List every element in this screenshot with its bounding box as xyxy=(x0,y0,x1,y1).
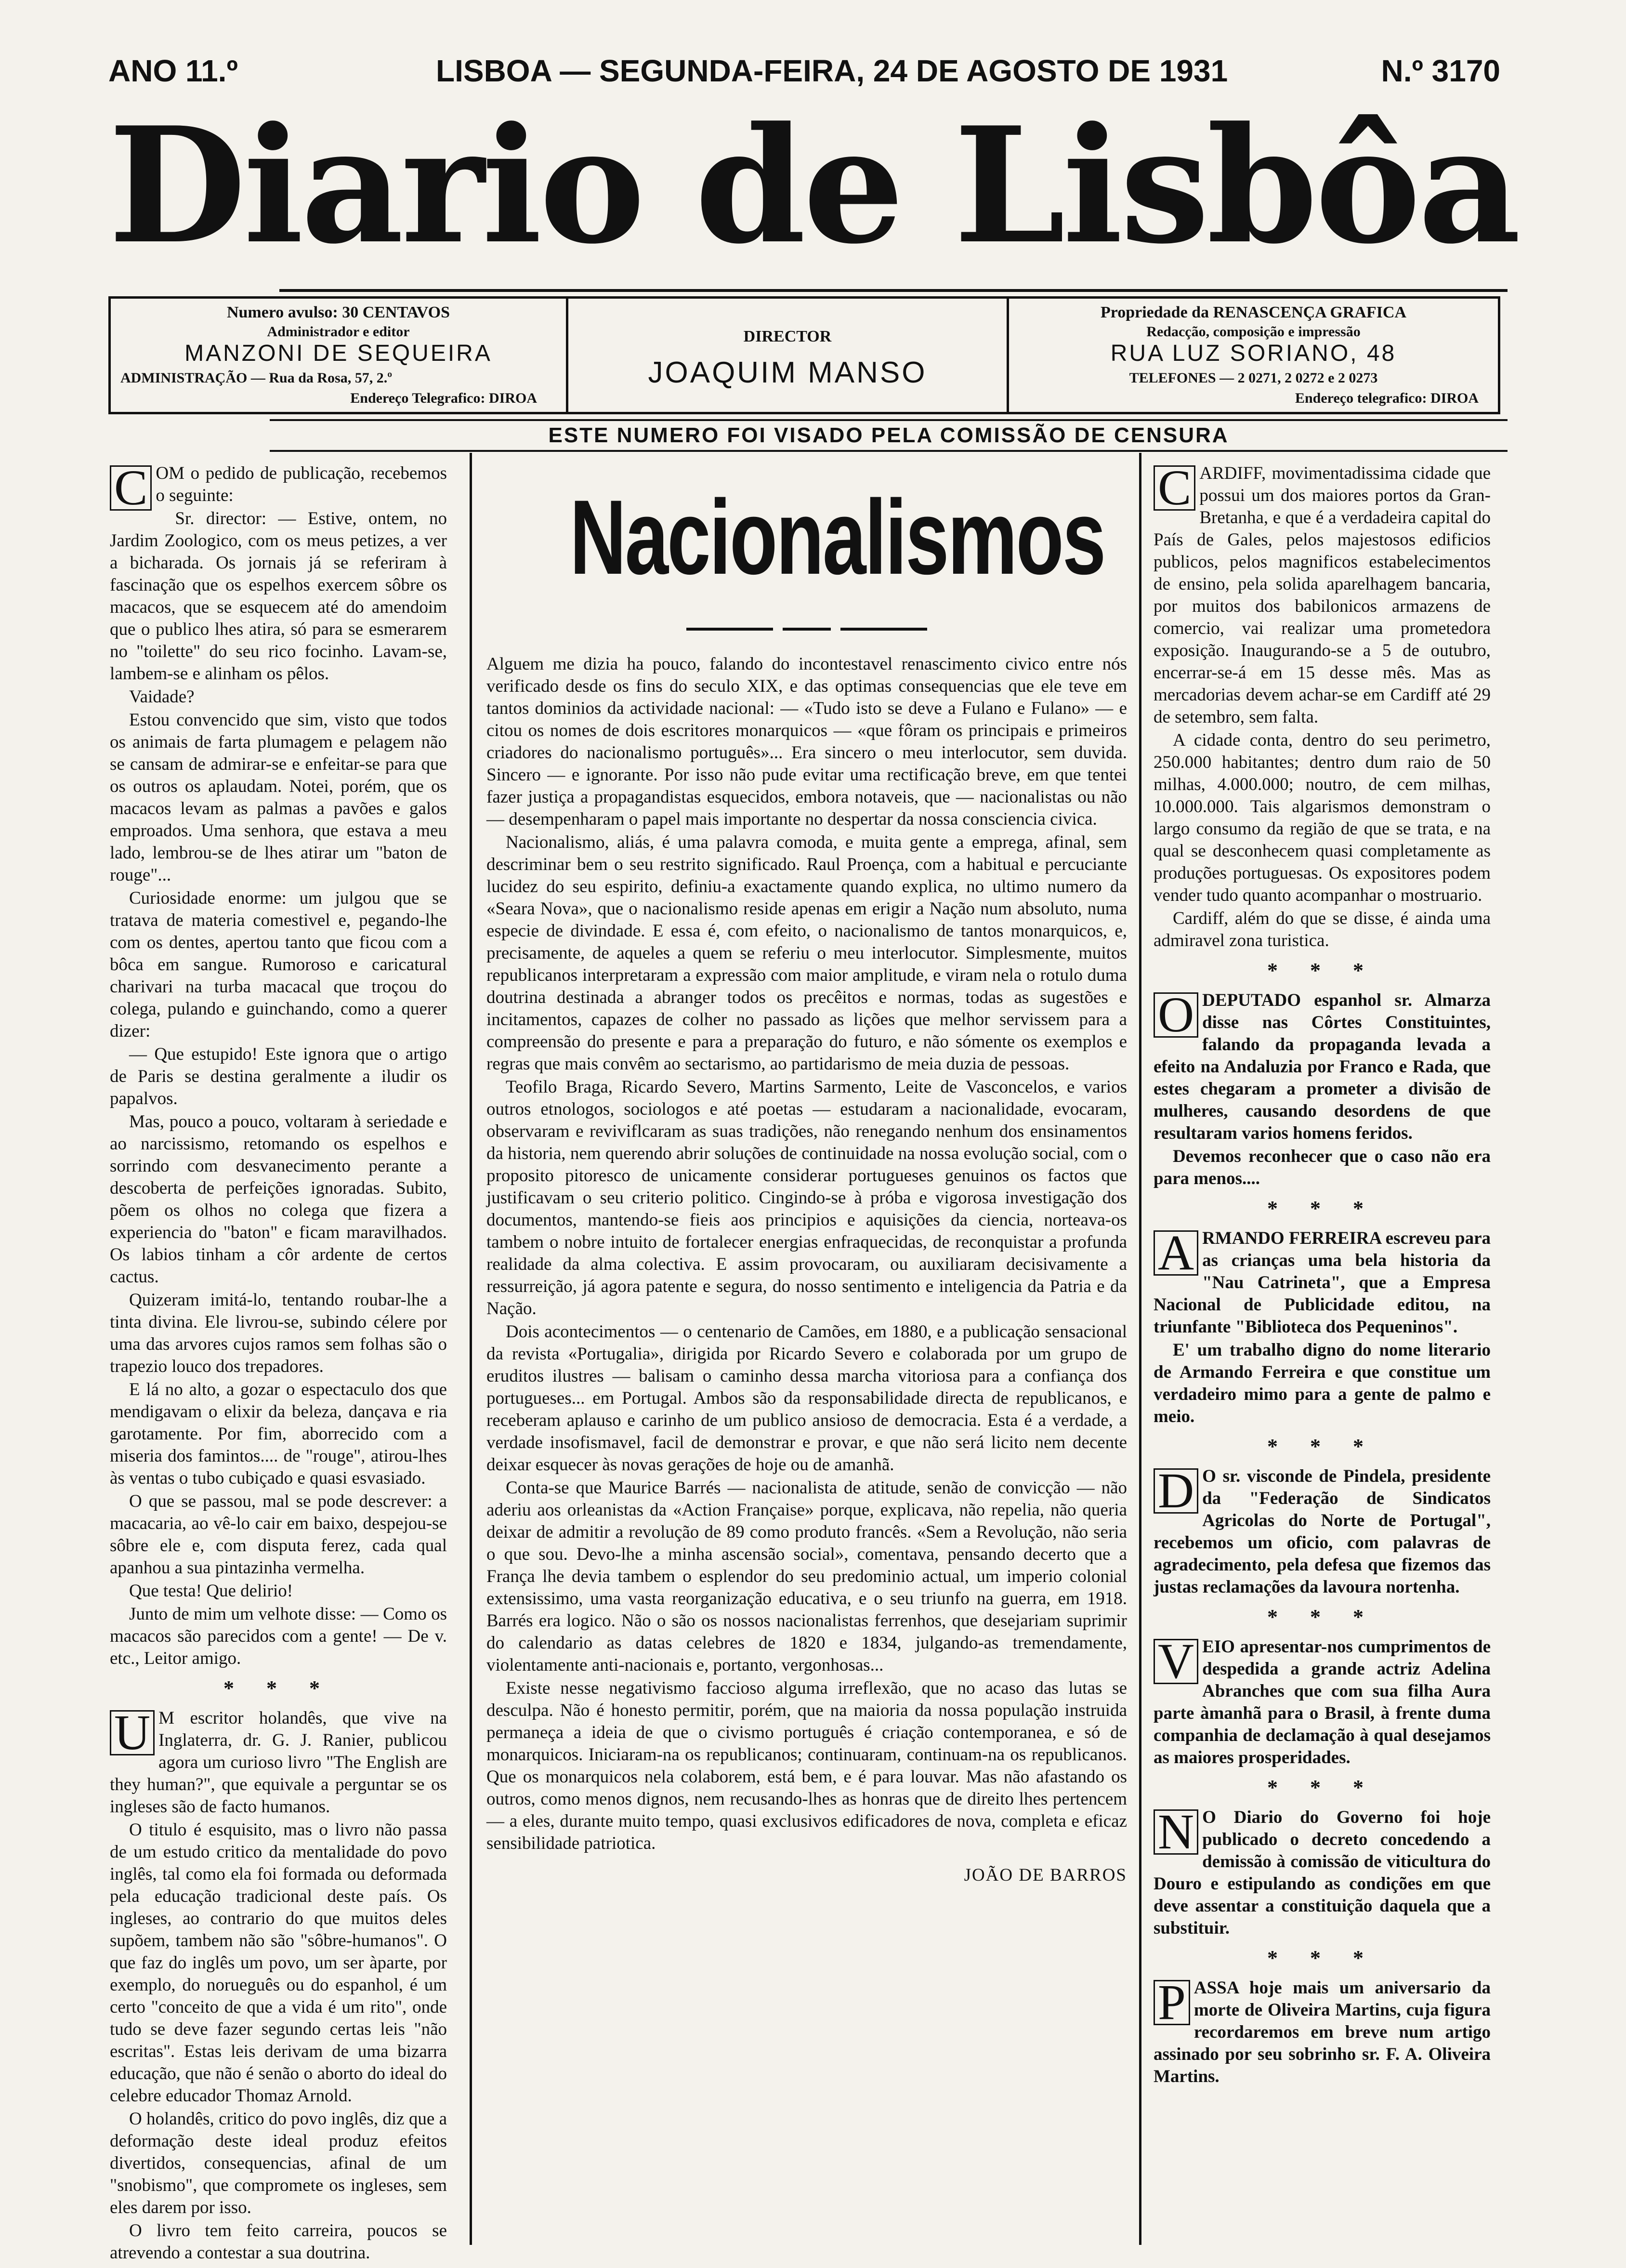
issue-number: N.º 3170 xyxy=(1381,53,1500,88)
article-english xyxy=(110,1707,447,2264)
paragraph: A cidade conta, dentro do seu perimetro, 250.000 habitantes; dentro dum raio de 50 milhas, 4.000.000; noutro, de cem milhas, 10.000.000. Tais algarismos demonstram o largo consumo da região de que se trata, e na qual se desconhecem quasi completamente as produções portuguesas. Os expositores podem vender tudo quanto acompanhar o mostruario. xyxy=(1154,730,1491,905)
censorship-notice: ESTE NUMERO FOI VISADO PELA COMISSÃO DE CENSURA xyxy=(270,419,1508,452)
article-diario-governo-body xyxy=(1154,1806,1491,1939)
paragraph: E' um trabalho digno do nome literario de Armando Ferreira e que constitue um verdadeiro mimo para a gente de palmo e meio. xyxy=(1154,1340,1491,1426)
article-pindela xyxy=(1154,1465,1491,1598)
info-box-director xyxy=(566,296,1009,414)
headline: Nacionalismos xyxy=(569,478,1105,596)
section-separator: * * * xyxy=(1267,1776,1377,1799)
paragraph: DEPUTADO espanhol sr. Almarza disse nas Côrtes Constituintes, falando da propaganda levada a efeito na Andaluzia por Franco e Rada, que estes chegaram a prometer a divisão de mulheres, causando desordens de que resultaram varios homens feridos. xyxy=(1154,990,1491,1143)
article-zoo-body xyxy=(110,462,447,1670)
article-armando-ferreira-body xyxy=(1154,1227,1491,1428)
paragraph: Teofilo Braga, Ricardo Severo, Martins Sarmento, Leite de Vasconcelos, e varios outros etnologos, sociologos e até poetas — estudaram a nacionalidade, evocaram, observaram e reviviflcaram as suas tradições, não renegando nenhum dos ensinamentos da historia, nem querendo abrir soluções de continuidade na nossa evolução social, com o proposito pitoresco de unicamente considerar portugueses genuinos os factos que justificavam o seu criterio politico. Cingindo-se à próba e vigorosa investigação dos documentos, mantendo-se fieis aos principios e aquisições da ciencia, norteava-os tambem o nobre intuito de fortalecer energias enfraquecidas, de reconquistar a profunda realidade da alma colectiva. E assim provocaram, ou auxiliaram decisivamente a ressurreição, já agora patente e segura, do nosso sentimento e inteligencia da Patria e da Nação. xyxy=(486,1077,1127,1319)
paragraph: OM o pedido de publicação, recebemos o seguinte: xyxy=(156,463,447,505)
article-pindela-body xyxy=(1154,1465,1491,1598)
paragraph: Existe nesse negativismo faccioso alguma irreflexão, que no acaso das lutas se desculpa. Não é honesto permitir, porém, que na maioria da nossa população instruida permaneça a ideia de que o civismo português é criação contemporanea, e só de monarquicos. Iniciaram-na os republicanos; continuaram, continuam-na os republicanos. Que os monarquicos nela colaborem, está bem, e é para louvar. Mas não afastando os outros, como menos dignos, nem recusando-lhes as honras que de direito lhes pertencem — a eles, durante muito tempo, quasi exclusivos edificadores de nova, completa e eficaz sensibilidade patriotica. xyxy=(486,1678,1127,1853)
section-separator: * * * xyxy=(1267,1435,1377,1458)
drop-cap: U xyxy=(110,1710,155,1755)
center-column xyxy=(486,462,1127,2240)
paragraph: ASSA hoje mais um aniversario da morte de Oliveira Martins, cuja figura recordaremos em breve num artigo assinado por seu sobrinho sr. F. A. Oliveira Martins. xyxy=(1154,1978,1491,2086)
paragraph: Conta-se que Maurice Barrés — nacionalista de atitude, senão de convicção — não aderiu aos orleanistas da «Action Française» porque, explicava, não repelia, não queria deixar de admitir a revolução de 89 como produto francês. «Sem a Revolução, não seria o que sou. Devo-lhe a minha ascensão social», comentava, pensando decerto que a França lhe devia tambem o esplendor do seu predominio actual, um imperio colonial extensissimo, uma vasta reorganização educativa, e o seu triunfo na guerra, em 1918. Barrés era logico. Não o são os nossos nacionalistas ferrenhos, que desejariam suprimir do calendario as datas celebres de 1820 e 1834, julgando-as tremendamente, violentamente anti-nacionais e, portanto, vergonhosas... xyxy=(486,1478,1127,1675)
owner-telegraph: Endereço telegrafico: DIROA xyxy=(1295,390,1479,406)
article-diario-governo xyxy=(1154,1806,1491,1939)
article-oliveira-martins-body xyxy=(1154,1977,1491,2088)
article-nacionalismos-body xyxy=(486,653,1127,1855)
drop-cap: C xyxy=(110,465,152,511)
paragraph: — Que estupido! Este ignora que o artigo de Paris se destina geralmente a iludir os papalvos. xyxy=(110,1044,447,1108)
paragraph: Junto de mim um velhote disse: — Como os macacos são parecidos com a gente! — De v. etc., Leitor amigo. xyxy=(110,1604,447,1668)
column-rule-right xyxy=(1139,453,1141,2245)
paragraph: O livro tem feito carreira, poucos se atrevendo a contestar a sua doutrina. xyxy=(110,2221,447,2263)
headline-divider xyxy=(486,617,1127,620)
section-separator: * * * xyxy=(1267,959,1377,982)
section-separator: * * * xyxy=(1267,1197,1377,1220)
masthead-title: Diario de Lisbôa xyxy=(108,92,1519,279)
article-cardiff xyxy=(1154,462,1491,952)
admin-telegraph: Endereço Telegrafico: DIROA xyxy=(350,390,537,406)
drop-cap: A xyxy=(1154,1230,1198,1276)
drop-cap: N xyxy=(1154,1809,1198,1855)
paragraph: E lá no alto, a gozar o espectaculo dos que mendigavam o elixir da beleza, dançava e ria garotamente. Por fim, aborrecido com a miseria dos famintos.... de "rouge", atirou-lhes às ventas o tubo cubiçado e quasi esvasiado. xyxy=(110,1380,447,1488)
info-box-ownership xyxy=(1009,296,1500,414)
drop-cap: P xyxy=(1154,1980,1190,2025)
services-line: Redacção, composição e impressão xyxy=(1146,324,1361,340)
drop-cap: D xyxy=(1154,1468,1198,1514)
admin-role: Administrador e editor xyxy=(267,324,410,340)
issue-year: ANO 11.º xyxy=(108,53,238,88)
admin-address: ADMINISTRAÇÃO — Rua da Rosa, 57, 2.º xyxy=(120,370,393,386)
top-line xyxy=(108,53,1500,96)
paragraph: O holandês, critico do povo inglês, diz que a deformação deste ideal produz efeitos divertidos, consequencias, afinal de um "snobismo", que compromete os ingleses, sem eles darem por isso. xyxy=(110,2109,447,2217)
article-deputado xyxy=(1154,989,1491,1190)
left-column xyxy=(110,460,447,2263)
phones-line: TELEFONES — 2 0271, 2 0272 e 2 0273 xyxy=(1129,370,1378,386)
paragraph: O que se passou, mal se pode descrever: a macacaria, ao vê-lo cair em baixo, despejou-se sôbre ele e, com disputa ferez, cada qual apanhou a sua pintazinha vermelha. xyxy=(110,1491,447,1578)
info-box-administration xyxy=(108,296,566,414)
article-zoo xyxy=(110,462,447,1670)
paragraph: O Diario do Governo foi hoje publicado o decreto concedendo a demissão à comissão de viticultura do Douro e estipulando as condições em que deve assentar a constituição daquela que a substituir. xyxy=(1154,1807,1491,1938)
paragraph: Nacionalismo, aliás, é uma palavra comoda, e muita gente a emprega, afinal, sem descriminar bem o seu restrito significado. Raul Proença, com a habitual e percuciante lucidez do seu espirito, definiu-a exactamente quando explica, no ultimo numero da «Seara Nova», que o nacionalismo reside apenas em erigir a Nação num absoluto, numa especie de divindade. E essa é, com efeito, o nacionalismo de tantos monarquicos, e, precisamente, de aqueles a quem se referiu o meu interlocutor. Simplesmente, muitos republicanos interpretaram a expressão com maior amplitude, e viram nela o rotulo duma doutrina destinada a abranger todos os precêitos e normas, todas as sugestões e incitamentos, capazes de colher no passado as lições que melhor servissem para a compreensão do presente e para a preparação do futuro, e não sómente os exemplos e regras que mais convêm ao sectarismo, ao partidarismo de meia duzia de pessoas. xyxy=(486,832,1127,1074)
article-adelina-abranches xyxy=(1154,1636,1491,1769)
admin-name: MANZONI DE SEQUEIRA xyxy=(184,341,492,366)
article-english-body xyxy=(110,1707,447,2264)
article-cardiff-body xyxy=(1154,462,1491,952)
owner-line: Propriedade da RENASCENÇA GRAFICA xyxy=(1100,303,1407,321)
paragraph: Mas, pouco a pouco, voltaram à seriedade e ao narcissismo, retomando os espelhos e sorrindo com desvanecimento perante a descoberta de perfeições ignoradas. Subito, põem os olhos no colega que fizera a experiencia do "baton" e ficam maravilhados. Os labios tinham a côr ardente de certos cactus. xyxy=(110,1112,447,1287)
paragraph: Cardiff, além do que se disse, é ainda uma admiravel zona turistica. xyxy=(1154,909,1491,950)
paragraph: Curiosidade enorme: um julgou que se tratava de materia comestivel e, pegando-lhe com os dentes, apertou tanto que ficou com a bôca em sangue. Rumoroso e caricatural charivari na turba macacal que troçou do colega, pulando e guinchando, como a querer dizer: xyxy=(110,888,447,1041)
drop-cap: C xyxy=(1154,465,1195,511)
paragraph: O sr. visconde de Pindela, presidente da "Federação de Sindicatos Agricolas do Norte de Portugal", recebemos um oficio, com palavras de agradecimento, pela defesa que fizemos das justas reclamações da lavoura nortenha. xyxy=(1154,1466,1491,1597)
column-rule-left xyxy=(470,453,472,2245)
paragraph: Que testa! Que delirio! xyxy=(129,1581,293,1601)
section-separator: * * * xyxy=(1267,1605,1377,1629)
director-name: JOAQUIM MANSO xyxy=(648,356,927,389)
section-separator: * * * xyxy=(1267,1946,1377,1970)
paragraph: Sr. director: — Estive, ontem, no Jardim Zoologico, com os meus petizes, a ver a bicharada. Os jornais já se referiram à fascinação que os espelhos exercem sôbre os macacos, que se esquecem até do amendoim que o publico lhes atira, só para se esmerarem no "toilette" do seu rico focinho. Lavam-se, lambem-se e alinham os pêlos. xyxy=(110,509,447,684)
masthead-rule xyxy=(279,289,1508,292)
paragraph: Vaidade? xyxy=(129,687,195,707)
section-separator: * * * xyxy=(223,1676,333,1700)
drop-cap: O xyxy=(1154,992,1198,1038)
paragraph: O titulo é esquisito, mas o livro não passa de um estudo critico da mentalidade do povo inglês, tal como ela foi formada ou deformada pela educação tradicional deste país. Os ingleses, ao contrario do que muitos deles supõem, tambem não são "sôbre-humanos". O que faz do inglês um povo, um ser àparte, por exemplo, do norueguês ou do espanhol, é um certo "conceito de que a vida é um rito", onde tudo se deve fazer segundo certas leis "não escritas". Estas leis derivam de uma bizarra educação, que não é senão o aborto do ideal do celebre educador Thomaz Arnold. xyxy=(110,1820,447,2106)
article-oliveira-martins xyxy=(1154,1977,1491,2088)
masthead xyxy=(108,92,1519,279)
article-armando-ferreira xyxy=(1154,1227,1491,1428)
paragraph: M escritor holandês, que vive na Inglaterra, dr. G. J. Ranier, publicou agora um curioso livro "The English are they human?", que equivale a perguntar se os ingleses são de facto humanos. xyxy=(110,1708,447,1817)
paragraph: Dois acontecimentos — o centenario de Camões, em 1880, e a publicação sensacional da revista «Portugalia», dirigida por Ricardo Severo e colaborada por um grupo de eruditos ilustres — balisam o caminho dessa marcha vitoriosa para a confiança dos portugueses... em Portugal. Ambos são da responsabilidade directa de republicanos, e receberam aplauso e carinho de um publico ansioso de democracia. Esta é a verdade, a verdade insofismavel, facil de demonstrar e provar, e que não será licito nem decente deixar esquecer às novas gerações de hoje ou de amanhã. xyxy=(486,1322,1127,1475)
paragraph: Quizeram imitá-lo, tentando roubar-lhe a tinta divina. Ele livrou-se, subindo célere por uma das arvores cujos ramos sem folhas são o trapezio louco dos trepadores. xyxy=(110,1290,447,1376)
paragraph: Devemos reconhecer que o caso não era para menos.... xyxy=(1154,1147,1491,1188)
office-address: RUA LUZ SORIANO, 48 xyxy=(1110,341,1397,366)
article-signature: JOÃO DE BARROS xyxy=(964,1865,1127,1885)
drop-cap: V xyxy=(1154,1639,1198,1684)
director-role: DIRECTOR xyxy=(743,328,832,345)
price-line: Numero avulso: 30 CENTAVOS xyxy=(226,303,450,321)
article-deputado-body xyxy=(1154,989,1491,1190)
dateline: LISBOA — SEGUNDA-FEIRA, 24 DE AGOSTO DE 1931 xyxy=(436,53,1228,88)
paragraph: RMANDO FERREIRA escreveu para as crianças uma bela historia da "Nau Catrineta", que a Empresa Nacional de Publicidade editou, na triunfante "Biblioteca dos Pequeninos". xyxy=(1154,1228,1491,1337)
paragraph: Estou convencido que sim, visto que todos os animais de farta plumagem e pelagem não se cansam de admirar-se e enfeitar-se para que os outros os aplaudam. Notei, porém, que os macacos levam as palmas a pavões e galos emproados. Uma senhora, que estava a meu lado, lembrou-se de lhes atirar um "baton de rouge"... xyxy=(110,710,447,885)
info-panel xyxy=(108,296,1500,417)
right-column xyxy=(1154,462,1491,2240)
paragraph: EIO apresentar-nos cumprimentos de despedida a grande actriz Adelina Abranches que com sua filha Aura parte àmanhã para o Brasil, à frente duma companhia de declamação à qual desejamos as maiores prosperidades. xyxy=(1154,1637,1491,1767)
paragraph: ARDIFF, movimentadissima cidade que possui um dos maiores portos da Gran-Bretanha, e que é a verdadeira capital do País de Gales, pelos majestosos edificios publicos, pelos magnificos estabelecimentos de ensino, pela solida aparelhagem bancaria, por muitos dos babilonicos armazens de comercio, vai realizar uma prometedora exposição. Inaugurando-se a 5 de outubro, encerrar-se-á em 15 desse mês. Mas as mercadorias devem achar-se em Cardiff até 29 de setembro, sem falta. xyxy=(1154,463,1491,727)
paragraph: Alguem me dizia ha pouco, falando do incontestavel renascimento civico entre nós verificado desde os fins do seculo XIX, e das optimas consequencias que ele teve em tantos dominios da actividade nacional: — «Tudo isto se deve a Fulano e Fulano» — e citou os nomes de dois escritores monarquicos — «que fôram os principais e primeiros criadores do nacionalismo português»... Era sincero o meu interlocutor, sem duvida. Sincero — e ignorante. Por isso não pude evitar uma rectificação breve, em que tentei fazer justiça a propagandistas esquecidos, embora notaveis, que — nacionalistas ou não — desempenharam o papel mais importante no despertar da nossa consciencia civica. xyxy=(486,654,1127,829)
article-adelina-abranches-body xyxy=(1154,1636,1491,1769)
